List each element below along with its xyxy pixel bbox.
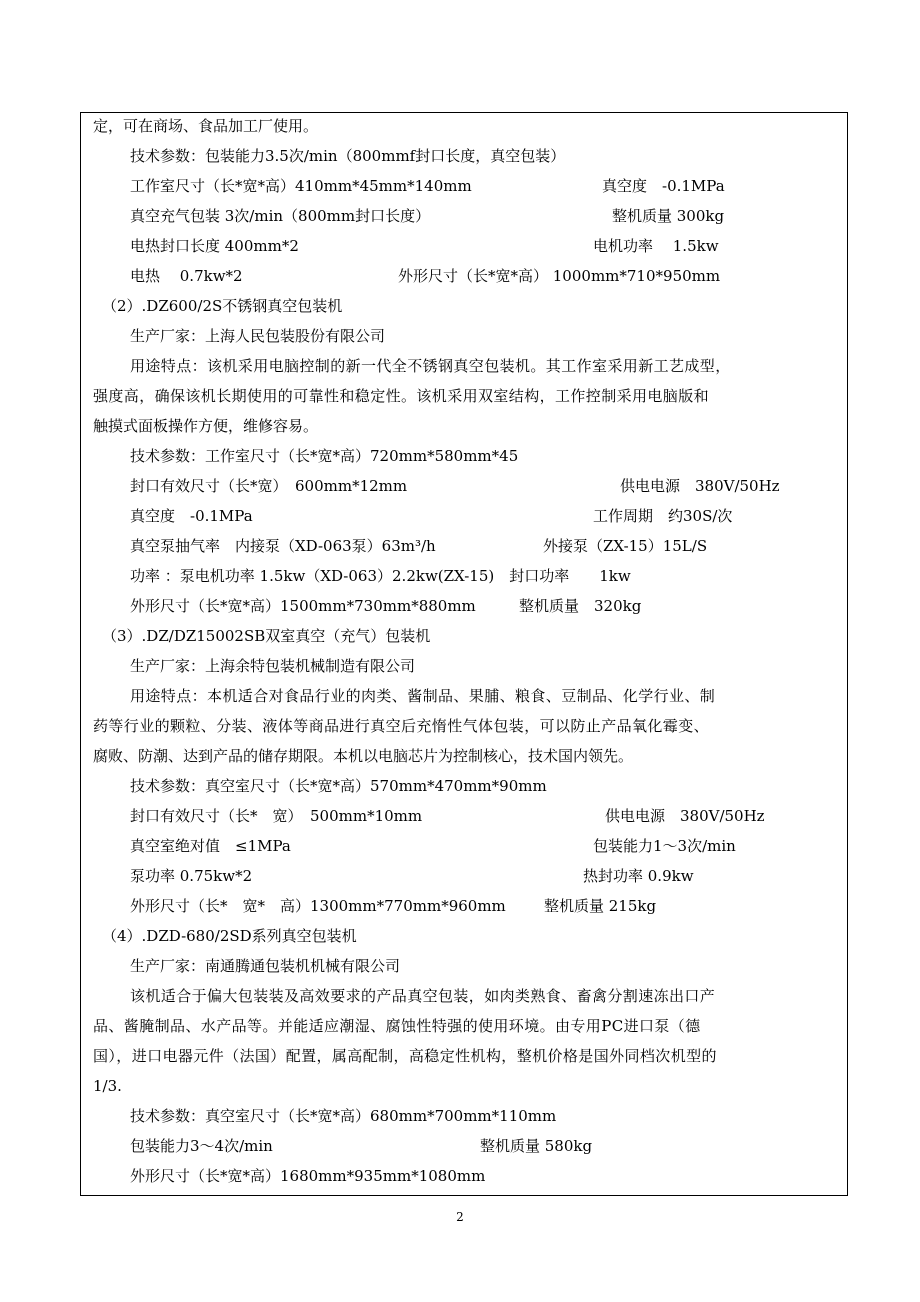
- text-line: [102, 926, 357, 946]
- line-text: 真空泵抽气率 内接泵（XD-063泵）63m³/h: [130, 537, 436, 555]
- text-line: [93, 716, 709, 736]
- text-line: [130, 476, 780, 496]
- line-text: 生产厂家：上海余特包装机械制造有限公司: [130, 657, 416, 675]
- line-right-text: 电机功率 1.5kw: [593, 237, 719, 255]
- text-line: [102, 296, 342, 316]
- line-text: 该机适合于偏大包装装及高效要求的产品真空包装，如肉类熟食、畜禽分割速冻出口产: [130, 987, 716, 1005]
- line-text: 药等行业的颗粒、分装、液体等商品进行真空后充惰性气体包装，可以防止产品氧化霉变、: [93, 717, 710, 735]
- text-line: [93, 746, 633, 766]
- text-line: [130, 866, 694, 886]
- line-text: 电热 0.7kw*2: [130, 267, 243, 285]
- line-right-text: 整机质量 215kg: [544, 897, 657, 915]
- line-text: 技术参数：真空室尺寸（长*宽*高）570mm*470mm*90mm: [130, 777, 547, 795]
- line-right-text: 整机质量 580kg: [480, 1137, 593, 1155]
- line-right-text: 真空度 -0.1MPa: [602, 177, 725, 195]
- line-text: 真空度 -0.1MPa: [130, 507, 253, 525]
- text-line: [93, 116, 318, 136]
- text-line: [130, 806, 765, 826]
- text-line: [130, 326, 385, 346]
- page-number: 2: [456, 1210, 464, 1224]
- text-line: [130, 1106, 556, 1126]
- line-right-text: 供电电源 380V/50Hz: [605, 807, 765, 825]
- text-line: [130, 446, 518, 466]
- line-right-text: 外接泵（ZX-15）15L/S: [543, 537, 708, 555]
- text-line: [130, 536, 708, 556]
- text-line: [130, 176, 725, 196]
- line-text: 功率 ：泵电机功率 1.5kw（XD-063）2.2kw(ZX-15) 封口功率 1kw: [130, 567, 631, 585]
- line-text: 品、酱腌制品、水产品等。并能适应潮湿、腐蚀性特强的使用环境。由专用PC进口泵（德: [93, 1017, 701, 1035]
- line-text: （4）.DZD-680/2SD系列真空包装机: [102, 927, 357, 945]
- text-line: [93, 416, 318, 436]
- text-line: [130, 836, 736, 856]
- line-text: 真空室绝对值 ≤1MPa: [130, 837, 291, 855]
- line-text: （2）.DZ600/2S不锈钢真空包装机: [102, 297, 343, 315]
- line-text: 外形尺寸（长*宽*高）1500mm*730mm*880mm: [130, 597, 476, 615]
- text-line: [93, 1016, 701, 1036]
- line-right-text: 整机质量 320kg: [519, 597, 642, 615]
- line-text: 外形尺寸（长* 宽* 高）1300mm*770mm*960mm: [130, 897, 506, 915]
- text-line: [130, 896, 657, 916]
- line-text: 技术参数：包装能力3.5次/min（800mmf封口长度，真空包装）: [130, 147, 566, 165]
- line-text: 外形尺寸（长*宽*高）1680mm*935mm*1080mm: [130, 1167, 486, 1185]
- line-text: （3）.DZ/DZ15002SB双室真空（充气）包装机: [102, 627, 431, 645]
- text-line: [130, 206, 725, 226]
- text-line: [130, 656, 415, 676]
- line-text: 触摸式面板操作方便，维修容易。: [93, 417, 319, 435]
- line-text: 封口有效尺寸（长*宽） 600mm*12mm: [130, 477, 408, 495]
- text-line: [130, 596, 642, 616]
- line-text: 泵功率 0.75kw*2: [130, 867, 253, 885]
- text-line: [93, 1076, 122, 1096]
- line-text: 用途特点：该机采用电脑控制的新一代全不锈钢真空包装机。其工作室采用新工艺成型，: [130, 357, 731, 375]
- line-text: 包装能力3～4次/min: [130, 1137, 273, 1155]
- line-right-text: 外形尺寸（长*宽*高） 1000mm*710*950mm: [398, 267, 721, 285]
- text-line: [130, 356, 731, 376]
- text-line: [130, 236, 719, 256]
- line-right-text: 供电电源 380V/50Hz: [620, 477, 780, 495]
- text-line: [102, 626, 430, 646]
- line-text: 腐败、防潮、达到产品的储存期限。本机以电脑芯片为控制核心，技术国内领先。: [93, 747, 634, 765]
- line-text: 工作室尺寸（长*宽*高）410mm*45mm*140mm: [130, 177, 472, 195]
- text-line: [130, 1166, 485, 1186]
- text-line: [93, 386, 709, 406]
- line-text: 电热封口长度 400mm*2: [130, 237, 299, 255]
- text-line: [130, 266, 721, 286]
- text-line: [130, 986, 715, 1006]
- text-line: [130, 776, 547, 796]
- line-right-text: 整机质量 300kg: [612, 207, 725, 225]
- text-line: [130, 506, 733, 526]
- line-text: 技术参数：工作室尺寸（长*宽*高）720mm*580mm*45: [130, 447, 519, 465]
- text-line: [93, 1046, 717, 1066]
- text-line: [130, 566, 631, 586]
- line-text: 生产厂家：南通腾通包装机机械有限公司: [130, 957, 401, 975]
- line-right-text: 工作周期 约30S/次: [593, 507, 733, 525]
- line-text: 真空充气包装 3次/min（800mm封口长度）: [130, 207, 431, 225]
- text-line: [130, 1136, 593, 1156]
- line-right-text: 包装能力1～3次/min: [593, 837, 736, 855]
- line-text: 1/3.: [93, 1077, 122, 1095]
- line-text: 封口有效尺寸（长* 宽） 500mm*10mm: [130, 807, 423, 825]
- line-text: 国），进口电器元件（法国）配置，属高配制，高稳定性机构，整机价格是国外同档次机型的: [93, 1047, 717, 1065]
- line-text: 强度高，确保该机长期使用的可靠性和稳定性。该机采用双室结构，工作控制采用电脑版和: [93, 387, 710, 405]
- line-text: 技术参数：真空室尺寸（长*宽*高）680mm*700mm*110mm: [130, 1107, 557, 1125]
- line-text: 用途特点：本机适合对食品行业的肉类、酱制品、果脯、粮食、豆制品、化学行业、制: [130, 687, 716, 705]
- text-line: [130, 956, 400, 976]
- line-right-text: 热封功率 0.9kw: [583, 867, 694, 885]
- line-text: 定，可在商场、食品加工厂使用。: [93, 117, 319, 135]
- text-line: [130, 686, 715, 706]
- text-line: [130, 146, 565, 166]
- line-text: 生产厂家：上海人民包装股份有限公司: [130, 327, 386, 345]
